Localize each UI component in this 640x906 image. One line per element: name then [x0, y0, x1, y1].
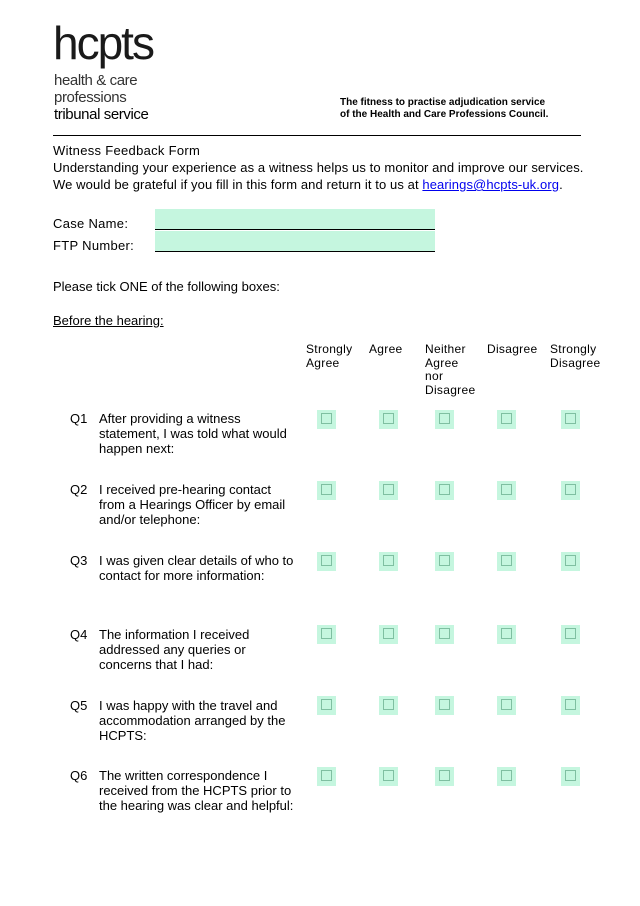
checkbox-q3-strongly-disagree[interactable]: [561, 552, 580, 571]
checkbox-box[interactable]: [501, 699, 512, 710]
logo-line-health-care: health & care: [54, 72, 138, 89]
intro-line-1: Understanding your experience as a witness helps us to monitor and improve our services.: [53, 160, 584, 175]
checkbox-q5-disagree[interactable]: [497, 696, 516, 715]
checkbox-q5-strongly-agree[interactable]: [317, 696, 336, 715]
checkbox-box[interactable]: [439, 628, 450, 639]
question-text: [99, 553, 309, 583]
checkbox-q2-agree[interactable]: [379, 481, 398, 500]
intro-line-2-prefix: We would be grateful if you fill in this form and return it to us at: [53, 177, 423, 192]
checkbox-box[interactable]: [501, 413, 512, 424]
checkbox-box[interactable]: [565, 628, 576, 639]
checkbox-q3-agree[interactable]: [379, 552, 398, 571]
email-link[interactable]: hearings@hcpts-uk.org: [422, 177, 560, 192]
ftp-number-label: FTP Number:: [53, 238, 135, 253]
checkbox-box[interactable]: [565, 413, 576, 424]
question-line: addressed any queries or: [99, 642, 246, 657]
scale-header-neither: [425, 343, 475, 397]
intro-line-2: [53, 177, 563, 192]
checkbox-box[interactable]: [321, 628, 332, 639]
scale-header-text: Agree: [425, 355, 459, 370]
checkbox-box[interactable]: [321, 770, 332, 781]
checkbox-q3-neither[interactable]: [435, 552, 454, 571]
checkbox-box[interactable]: [383, 484, 394, 495]
checkbox-box[interactable]: [383, 555, 394, 566]
question-line: received from the HCPTS prior to: [99, 783, 292, 798]
checkbox-q6-agree[interactable]: [379, 767, 398, 786]
scale-header-text: nor: [425, 369, 444, 383]
checkbox-q6-neither[interactable]: [435, 767, 454, 786]
case-name-input[interactable]: [155, 209, 435, 230]
checkbox-q1-agree[interactable]: [379, 410, 398, 429]
checkbox-box[interactable]: [383, 413, 394, 424]
checkbox-box[interactable]: [321, 699, 332, 710]
scale-header-text: Agree: [369, 342, 403, 356]
checkbox-q4-neither[interactable]: [435, 625, 454, 644]
checkbox-q5-strongly-disagree[interactable]: [561, 696, 580, 715]
logo-line-professions: professions: [54, 89, 127, 106]
question-line: concerns that I had:: [99, 657, 214, 672]
checkbox-q5-agree[interactable]: [379, 696, 398, 715]
section-title: Before the hearing:: [53, 313, 164, 328]
question-number: Q3: [70, 553, 88, 568]
checkbox-box[interactable]: [501, 770, 512, 781]
question-line: accommodation arranged by the: [99, 713, 286, 728]
question-line: contact for more information:: [99, 568, 265, 583]
checkbox-box[interactable]: [565, 555, 576, 566]
checkbox-box[interactable]: [439, 413, 450, 424]
question-line: I was happy with the travel and: [99, 698, 278, 713]
scale-header-text: Neither: [425, 342, 466, 356]
checkbox-box[interactable]: [383, 699, 394, 710]
scale-header-strongly-agree: [306, 343, 352, 370]
checkbox-box[interactable]: [439, 484, 450, 495]
tagline-line-2: of the Health and Care Professions Council.: [340, 109, 549, 120]
checkbox-box[interactable]: [439, 699, 450, 710]
scale-header-text: Disagree: [425, 382, 476, 397]
checkbox-q1-neither[interactable]: [435, 410, 454, 429]
checkbox-box[interactable]: [565, 484, 576, 495]
hcpts-logo: hcpts: [53, 17, 153, 69]
question-line: happen next:: [99, 441, 175, 456]
question-number: Q2: [70, 482, 88, 497]
question-line: The information I received: [99, 627, 250, 642]
checkbox-q3-strongly-agree[interactable]: [317, 552, 336, 571]
question-text: [99, 768, 309, 813]
checkbox-q6-strongly-agree[interactable]: [317, 767, 336, 786]
checkbox-q3-disagree[interactable]: [497, 552, 516, 571]
question-line: I received pre-hearing contact: [99, 482, 271, 497]
checkbox-box[interactable]: [565, 699, 576, 710]
scale-header-strongly-disagree: [550, 343, 600, 370]
checkbox-box[interactable]: [321, 413, 332, 424]
checkbox-box[interactable]: [439, 555, 450, 566]
checkbox-box[interactable]: [501, 484, 512, 495]
logo-line-tribunal-service: tribunal service: [54, 106, 149, 123]
question-number: Q4: [70, 627, 88, 642]
checkbox-q2-strongly-agree[interactable]: [317, 481, 336, 500]
question-number: Q6: [70, 768, 88, 783]
question-line: After providing a witness: [99, 411, 241, 426]
checkbox-box[interactable]: [383, 770, 394, 781]
checkbox-q6-disagree[interactable]: [497, 767, 516, 786]
case-name-label: Case Name:: [53, 216, 129, 231]
checkbox-q5-neither[interactable]: [435, 696, 454, 715]
scale-header-text: Disagree: [550, 355, 601, 370]
checkbox-q1-strongly-agree[interactable]: [317, 410, 336, 429]
checkbox-box[interactable]: [383, 628, 394, 639]
question-line: HCPTS:: [99, 728, 147, 743]
ftp-number-input[interactable]: [155, 231, 435, 252]
tagline-line-1: The fitness to practise adjudication service: [340, 97, 546, 108]
checkbox-q4-strongly-agree[interactable]: [317, 625, 336, 644]
question-text: [99, 698, 299, 743]
checkbox-q1-disagree[interactable]: [497, 410, 516, 429]
checkbox-box[interactable]: [321, 484, 332, 495]
checkbox-box[interactable]: [321, 555, 332, 566]
checkbox-box[interactable]: [439, 770, 450, 781]
header-divider: [53, 135, 581, 136]
question-number: Q1: [70, 411, 88, 426]
question-line: The written correspondence I: [99, 768, 268, 783]
checkbox-q4-disagree[interactable]: [497, 625, 516, 644]
checkbox-q6-strongly-disagree[interactable]: [561, 767, 580, 786]
checkbox-q2-disagree[interactable]: [497, 481, 516, 500]
checkbox-q1-strongly-disagree[interactable]: [561, 410, 580, 429]
checkbox-q4-agree[interactable]: [379, 625, 398, 644]
question-line: statement, I was told what would: [99, 426, 287, 441]
checkbox-box[interactable]: [501, 555, 512, 566]
question-text: [99, 482, 299, 527]
question-line: the hearing was clear and helpful:: [99, 798, 294, 813]
form-title: Witness Feedback Form: [53, 143, 201, 158]
checkbox-q4-strongly-disagree[interactable]: [561, 625, 580, 644]
checkbox-box[interactable]: [565, 770, 576, 781]
checkbox-q2-neither[interactable]: [435, 481, 454, 500]
instruction-text: Please tick ONE of the following boxes:: [53, 279, 280, 294]
question-line: I was given clear details of who to: [99, 553, 294, 568]
scale-header-agree: [369, 343, 403, 357]
question-line: and/or telephone:: [99, 512, 201, 527]
scale-header-text: Strongly: [306, 342, 353, 356]
checkbox-q2-strongly-disagree[interactable]: [561, 481, 580, 500]
scale-header-text: Agree: [306, 355, 340, 370]
question-text: [99, 627, 299, 672]
question-number: Q5: [70, 698, 88, 713]
scale-header-text: Strongly: [550, 342, 597, 356]
question-text: [99, 411, 299, 456]
scale-header-disagree: [487, 343, 537, 357]
checkbox-box[interactable]: [501, 628, 512, 639]
intro-line-2-suffix: .: [559, 177, 563, 192]
question-line: from a Hearings Officer by email: [99, 497, 286, 512]
scale-header-text: Disagree: [487, 342, 538, 356]
